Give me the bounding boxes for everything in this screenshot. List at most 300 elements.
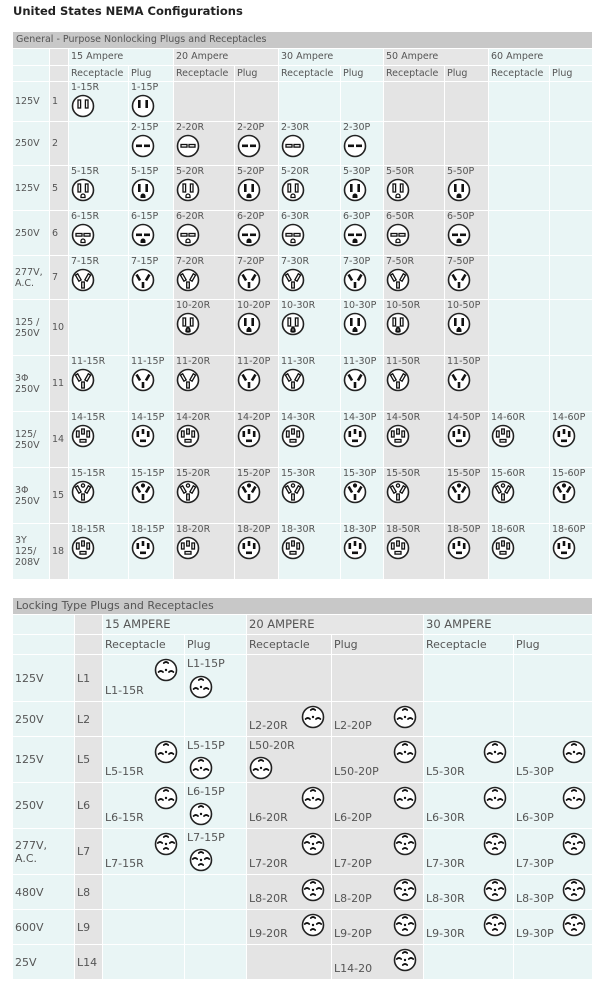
plug-face-icon [343,178,381,205]
config-cell [445,211,489,256]
config-cell [332,945,424,980]
config-label: L7-20R [249,857,288,870]
plug-face-icon [447,368,486,395]
config-cell [247,783,332,829]
config-label: L7-30R [426,857,465,870]
config-label: 18-20P [237,524,271,535]
config-cell [69,211,129,256]
receptacle-face-icon [281,268,338,295]
config-cell [489,468,550,524]
config-cell [341,412,384,468]
config-label: 11-20R [176,356,211,367]
receptacle-face-icon [176,424,232,451]
config-label: L9-30P [516,927,554,940]
config-cell [174,256,235,300]
config-cell [279,256,341,300]
plug-face-icon [343,134,381,161]
config-label: L6-20R [249,811,288,824]
config-label: 1-15P [131,82,159,93]
config-cell [279,166,341,211]
receptacle-face-icon [281,424,338,451]
config-label: L9-20P [334,927,372,940]
plug-face-icon [131,268,171,295]
plug-face-icon [131,223,171,250]
voltage-cell: 250V [13,122,50,166]
config-label: 18-30R [281,524,316,535]
config-label: 18-50R [386,524,421,535]
locking-plug-icon [393,913,417,940]
receptacle-header: Receptacle [279,66,341,82]
config-label: 5-20R [176,166,205,177]
config-label: L5-30R [426,765,465,778]
config-label: 14-50R [386,412,421,423]
corner-cell [75,615,103,635]
config-cell [247,737,332,783]
empty-cell [514,702,593,737]
receptacle-header: Receptacle [489,66,550,82]
locking-plug-icon [393,832,417,859]
plug-face-icon [237,178,276,205]
empty-cell [247,945,332,980]
table-row [13,82,593,122]
ampere-header: 30 Ampere [279,49,384,66]
config-cell [185,737,247,783]
config-cell [445,468,489,524]
config-cell [550,468,593,524]
empty-cell [424,702,514,737]
config-label: 7-20R [176,256,205,267]
plug-face-icon [552,480,590,507]
config-cell [129,356,174,412]
config-cell [185,829,247,875]
voltage-cell: 3Φ 250V [13,468,50,524]
config-cell [341,256,384,300]
config-label: L5-15R [105,765,144,778]
config-label: L50-20R [249,739,295,752]
config-cell [514,783,593,829]
config-label: L6-15R [105,811,144,824]
config-cell [341,122,384,166]
locking-type-table [12,597,593,980]
config-cell [69,412,129,468]
config-cell [235,166,279,211]
plug-face-icon [343,223,381,250]
receptacle-face-icon [491,480,547,507]
voltage-cell: 125V [13,655,75,702]
config-cell [279,211,341,256]
config-label: L2-20R [249,719,288,732]
config-label: 18-15R [71,524,106,535]
empty-cell [550,82,593,122]
receptacle-header: Receptacle [69,66,129,82]
table-row [13,737,593,783]
locking-plug-icon [189,675,213,702]
receptacle-header: Receptacle [384,66,445,82]
plug-face-icon [237,368,276,395]
empty-cell [489,300,550,356]
empty-cell [424,945,514,980]
config-cell [174,122,235,166]
locking-receptacle-icon [301,878,325,905]
receptacle-face-icon [176,312,232,339]
receptacle-face-icon [176,268,232,295]
empty-cell [103,702,185,737]
config-cell [424,910,514,945]
empty-cell [514,655,593,702]
config-cell [174,166,235,211]
config-cell [514,737,593,783]
receptacle-header: Receptacle [103,635,185,655]
receptacle-face-icon [71,368,126,395]
config-label: L5-15P [187,739,225,752]
empty-cell [279,82,341,122]
config-cell [129,211,174,256]
config-number: L6 [75,783,103,829]
plug-face-icon [131,536,171,563]
corner-cell [13,635,75,655]
config-label: 2-20R [176,122,205,133]
config-cell [384,356,445,412]
empty-cell [445,122,489,166]
empty-cell [550,166,593,211]
config-label: 7-50P [447,256,475,267]
ampere-header: 50 Ampere [384,49,489,66]
config-cell [341,300,384,356]
config-label: L6-30P [516,811,554,824]
config-label: 6-20P [237,211,265,222]
voltage-cell: 125V [13,82,50,122]
table-row [13,829,593,875]
config-cell [341,524,384,580]
receptacle-face-icon [386,424,442,451]
config-cell [103,655,185,702]
config-cell [384,412,445,468]
empty-cell [185,875,247,910]
receptacle-face-icon [176,178,232,205]
config-cell [69,468,129,524]
config-cell [247,875,332,910]
table-row [13,875,593,910]
config-cell [185,783,247,829]
config-cell [235,468,279,524]
receptacle-face-icon [281,178,338,205]
plug-header: Plug [445,66,489,82]
receptacle-face-icon [176,368,232,395]
config-label: L6-15P [187,785,225,798]
receptacle-face-icon [281,312,338,339]
config-label: 1-15R [71,82,100,93]
table-row [13,256,593,300]
config-cell [235,122,279,166]
config-cell [103,829,185,875]
locking-receptacle-icon [154,786,178,813]
config-label: 10-20P [237,300,271,311]
config-cell [69,356,129,412]
config-number: L9 [75,910,103,945]
config-cell [185,655,247,702]
config-number: 7 [50,256,69,300]
config-cell [550,412,593,468]
config-label: 10-50P [447,300,481,311]
config-cell [445,356,489,412]
locking-plug-icon [189,848,213,875]
plug-header: Plug [185,635,247,655]
empty-cell [185,910,247,945]
locking-plug-icon [562,878,586,905]
empty-cell [550,300,593,356]
config-label: 7-15P [131,256,159,267]
config-cell [332,783,424,829]
receptacle-header: Receptacle [247,635,332,655]
empty-cell [489,256,550,300]
config-cell [129,524,174,580]
plug-face-icon [447,268,486,295]
receptacle-face-icon [71,94,126,121]
receptacle-face-icon [386,223,442,250]
config-label: 15-15P [131,468,165,479]
config-cell [279,356,341,412]
voltage-cell: 25V [13,945,75,980]
config-cell [69,82,129,122]
config-label: 14-15P [131,412,165,423]
plug-face-icon [237,268,276,295]
config-label: 10-20R [176,300,211,311]
config-cell [129,468,174,524]
plug-face-icon [237,536,276,563]
table-row [13,211,593,256]
receptacle-face-icon [491,536,547,563]
plug-header: Plug [550,66,593,82]
config-cell [174,412,235,468]
config-cell [279,412,341,468]
config-label: 15-50R [386,468,421,479]
plug-header: Plug [341,66,384,82]
config-cell [384,256,445,300]
config-cell [384,300,445,356]
plug-face-icon [131,480,171,507]
locking-plug-icon [189,802,213,829]
config-label: 2-20P [237,122,265,133]
config-label: L8-30P [516,892,554,905]
config-number: 15 [50,468,69,524]
ampere-header: 30 AMPERE [424,615,593,635]
general-purpose-table [12,31,593,580]
config-label: 14-30P [343,412,377,423]
locking-plug-icon [393,705,417,732]
empty-cell [550,356,593,412]
config-label: L7-15P [187,831,225,844]
config-cell [424,737,514,783]
config-cell [235,211,279,256]
voltage-cell: 600V [13,910,75,945]
plug-face-icon [343,368,381,395]
receptacle-face-icon [386,368,442,395]
receptacle-face-icon [386,536,442,563]
config-label: 15-30P [343,468,377,479]
voltage-cell: 125V [13,166,50,211]
config-label: 10-30R [281,300,316,311]
config-cell [341,166,384,211]
config-label: L1-15R [105,684,144,697]
plug-face-icon [237,480,276,507]
empty-cell [69,300,129,356]
plug-face-icon [552,536,590,563]
table-row [13,356,593,412]
config-cell [129,82,174,122]
config-label: 7-30P [343,256,371,267]
ampere-header: 60 Ampere [489,49,593,66]
config-label: 2-30P [343,122,371,133]
config-number: L2 [75,702,103,737]
table-row [13,655,593,702]
config-cell [445,256,489,300]
config-label: 10-30P [343,300,377,311]
config-label: L7-20P [334,857,372,870]
config-number: L14 [75,945,103,980]
table-row [13,412,593,468]
config-cell [514,829,593,875]
config-cell [550,524,593,580]
config-cell [69,256,129,300]
config-label: 7-50R [386,256,415,267]
corner-cell [50,66,69,82]
page-title: United States NEMA Configurations [13,4,243,18]
config-cell [103,737,185,783]
config-cell [332,910,424,945]
plug-face-icon [131,178,171,205]
voltage-cell: 250V [13,783,75,829]
config-cell [332,829,424,875]
receptacle-face-icon [71,223,126,250]
config-label: 7-15R [71,256,100,267]
config-label: 2-30R [281,122,310,133]
config-cell [129,412,174,468]
plug-face-icon [131,368,171,395]
receptacle-face-icon [386,312,442,339]
config-label: 15-60P [552,468,586,479]
receptacle-face-icon [386,268,442,295]
config-cell [514,910,593,945]
config-number: L8 [75,875,103,910]
plug-face-icon [343,312,381,339]
config-label: L7-30P [516,857,554,870]
receptacle-face-icon [386,480,442,507]
voltage-cell: 125/ 250V [13,412,50,468]
config-cell [424,783,514,829]
ampere-header: 20 AMPERE [247,615,424,635]
table-row [13,524,593,580]
config-label: 11-20P [237,356,271,367]
empty-cell [489,166,550,211]
config-label: 5-15P [131,166,159,177]
empty-cell [341,82,384,122]
config-label: 5-20P [237,166,265,177]
config-label: 14-60P [552,412,586,423]
config-cell [129,122,174,166]
voltage-cell: 277V, A.C. [13,829,75,875]
table-row [13,166,593,211]
corner-cell [13,615,75,635]
table-row [13,300,593,356]
empty-cell [550,211,593,256]
locking-plug-icon [189,756,213,783]
config-cell [279,122,341,166]
plug-face-icon [237,312,276,339]
config-cell [279,468,341,524]
general-section-title: General - Purpose Nonlocking Plugs and Receptacles [13,32,593,49]
config-cell [424,875,514,910]
config-cell [247,829,332,875]
empty-cell [129,300,174,356]
plug-face-icon [343,536,381,563]
config-label: 14-15R [71,412,106,423]
config-label: 5-50P [447,166,475,177]
config-label: 6-30R [281,211,310,222]
empty-cell [247,655,332,702]
config-label: 6-50P [447,211,475,222]
locking-receptacle-icon [483,740,507,767]
table-row [13,945,593,980]
config-number: 18 [50,524,69,580]
plug-header: Plug [235,66,279,82]
locking-plug-icon [393,786,417,813]
locking-plug-icon [393,948,417,975]
plug-face-icon [131,94,171,121]
empty-cell [514,945,593,980]
empty-cell [185,945,247,980]
config-cell [235,256,279,300]
corner-cell [13,66,50,82]
receptacle-face-icon [176,536,232,563]
empty-cell [489,211,550,256]
config-label: 18-20R [176,524,211,535]
config-label: 11-50R [386,356,421,367]
config-label: 14-50P [447,412,481,423]
receptacle-face-icon [176,480,232,507]
config-label: 11-15R [71,356,106,367]
config-cell [445,524,489,580]
config-label: L8-20R [249,892,288,905]
plug-face-icon [131,134,171,161]
voltage-cell: 480V [13,875,75,910]
config-cell [332,875,424,910]
config-cell [129,166,174,211]
config-cell [424,829,514,875]
config-label: 6-20R [176,211,205,222]
config-label: 10-50R [386,300,421,311]
config-label: 15-50P [447,468,481,479]
config-cell [489,524,550,580]
config-cell [384,524,445,580]
config-cell [174,468,235,524]
empty-cell [332,655,424,702]
locking-receptacle-icon [483,913,507,940]
config-cell [247,702,332,737]
config-label: L2-20P [334,719,372,732]
config-label: 7-30R [281,256,310,267]
config-label: 14-20P [237,412,271,423]
config-cell [341,468,384,524]
plug-face-icon [552,424,590,451]
empty-cell [445,82,489,122]
empty-cell [174,82,235,122]
locking-receptacle-icon [301,705,325,732]
empty-cell [424,655,514,702]
plug-face-icon [343,268,381,295]
plug-face-icon [447,480,486,507]
locking-plug-icon [562,832,586,859]
config-label: 6-50R [386,211,415,222]
